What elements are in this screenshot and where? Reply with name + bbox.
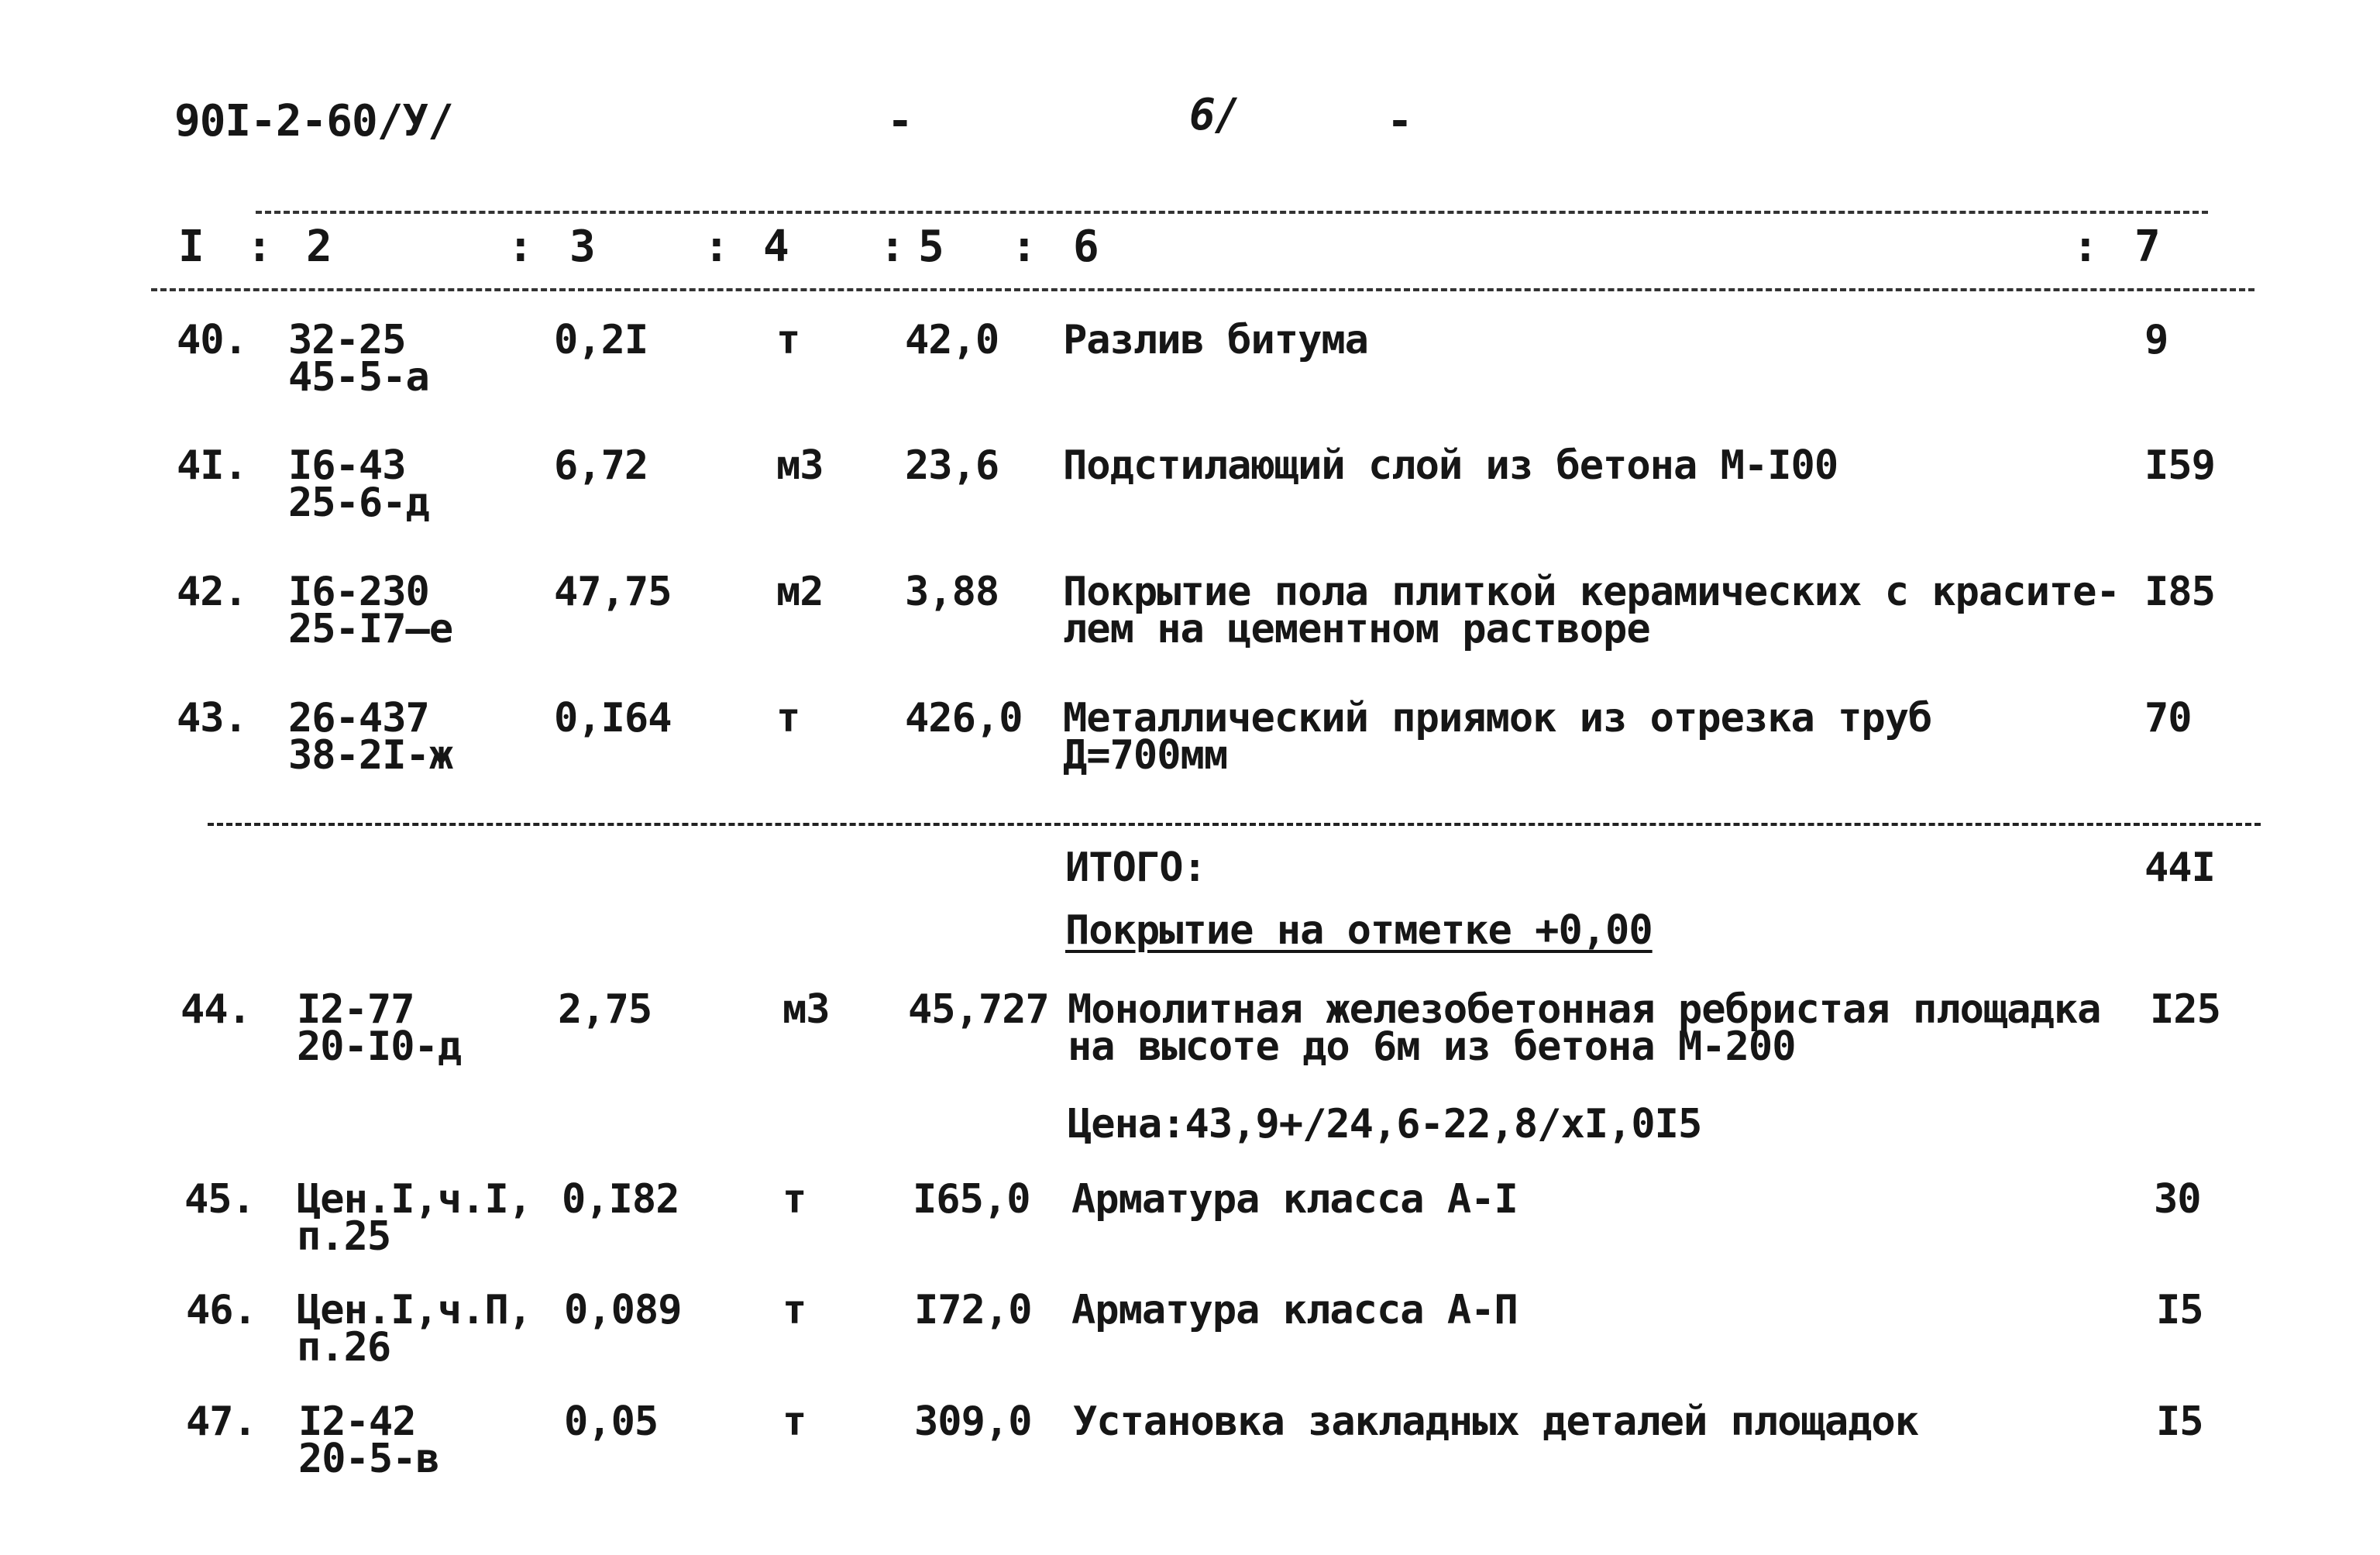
- norm-subcode: 20-I0-д: [297, 1023, 462, 1070]
- norm-subcode: п.26: [297, 1324, 391, 1371]
- norm-subcode: п.25: [297, 1213, 391, 1260]
- column-separator: :: [1011, 222, 1037, 272]
- column-header-3: 3: [569, 222, 595, 272]
- unit-price: 309,0: [914, 1398, 1032, 1445]
- section-title: Покрытие на отметке +0,00: [1065, 907, 1653, 954]
- total-cost: 30: [2154, 1176, 2201, 1223]
- unit-price: I65,0: [913, 1176, 1030, 1223]
- column-separator: :: [879, 222, 905, 272]
- price-calculation-note: Цена:43,9+/24,6-22,8/хI,0I5: [1068, 1101, 1702, 1147]
- unit-price: I72,0: [914, 1287, 1032, 1333]
- work-description: Подстилающий слой из бетона М-I00: [1063, 442, 1838, 489]
- unit-price: 45,727: [908, 986, 1049, 1033]
- unit-price: 3,88: [905, 569, 999, 615]
- unit: м3: [776, 442, 824, 489]
- quantity: 0,05: [564, 1398, 659, 1445]
- quantity: 0,I82: [562, 1176, 679, 1223]
- norm-code: Цен.I,ч.П,: [297, 1287, 532, 1333]
- total-cost: 70: [2144, 695, 2192, 741]
- work-description: Разлив битума: [1063, 317, 1368, 363]
- work-description: Арматура класса А-П: [1071, 1287, 1518, 1333]
- quantity: 0,089: [564, 1287, 682, 1333]
- quantity: 0,I64: [554, 695, 672, 741]
- unit-price: 23,6: [905, 442, 999, 489]
- quantity: 6,72: [554, 442, 648, 489]
- subtotal-rule: [208, 823, 2261, 826]
- work-description: Покрытие пола плиткой керамических с красите-: [1063, 569, 2120, 615]
- page-dash-left: -: [887, 96, 913, 146]
- norm-subcode: 25-6-д: [288, 480, 429, 526]
- unit-price: 426,0: [905, 695, 1023, 741]
- unit: т: [776, 317, 800, 363]
- total-cost: I59: [2144, 442, 2215, 489]
- unit: м2: [776, 569, 824, 615]
- norm-code: I2-77: [297, 986, 414, 1033]
- row-number: 42.: [177, 569, 247, 615]
- column-separator: :: [703, 222, 729, 272]
- column-separator: :: [507, 222, 533, 272]
- unit: т: [776, 695, 800, 741]
- column-header-1: I: [178, 222, 204, 272]
- norm-code: I6-43: [288, 442, 406, 489]
- work-description-cont: лем на цементном растворе: [1063, 606, 1650, 652]
- norm-code: I6-230: [288, 569, 429, 615]
- row-number: 46.: [186, 1287, 256, 1333]
- total-cost: 9: [2144, 317, 2168, 363]
- total-value: 44I: [2144, 845, 2215, 891]
- column-header-2: 2: [306, 222, 332, 272]
- norm-subcode: 20-5-в: [298, 1436, 439, 1482]
- row-number: 47.: [186, 1398, 256, 1445]
- page-dash-right: -: [1387, 96, 1412, 146]
- total-label: ИТОГО:: [1065, 845, 1206, 891]
- row-number: 43.: [177, 695, 247, 741]
- work-description: Монолитная железобетонная ребристая площадка: [1068, 986, 2101, 1033]
- norm-code: Цен.I,ч.I,: [297, 1176, 532, 1223]
- quantity: 47,75: [554, 569, 672, 615]
- row-number: 45.: [184, 1176, 255, 1223]
- table-top-rule: [256, 211, 2208, 214]
- total-cost: I5: [2156, 1398, 2203, 1445]
- norm-subcode: 45-5-а: [288, 354, 429, 401]
- unit: т: [782, 1176, 807, 1223]
- total-cost: I5: [2156, 1287, 2203, 1333]
- column-header-4: 4: [763, 222, 789, 272]
- document-code: 90I-2-60/У/: [174, 96, 453, 146]
- header-bottom-rule: [151, 288, 2254, 291]
- column-separator: :: [2072, 222, 2098, 272]
- total-cost: I25: [2150, 986, 2220, 1033]
- column-separator: :: [246, 222, 272, 272]
- unit-price: 42,0: [905, 317, 999, 363]
- unit: м3: [782, 986, 830, 1033]
- norm-subcode: 25-I7—е: [288, 606, 453, 652]
- unit: т: [782, 1398, 807, 1445]
- column-header-6: 6: [1073, 222, 1099, 272]
- column-header-5: 5: [918, 222, 944, 272]
- page-number: 6/: [1189, 90, 1240, 140]
- unit: т: [782, 1287, 807, 1333]
- work-description: Металлический приямок из отрезка труб: [1063, 695, 1932, 741]
- total-cost: I85: [2144, 569, 2215, 615]
- quantity: 0,2I: [554, 317, 648, 363]
- norm-code: 26-437: [288, 695, 429, 741]
- work-description: Арматура класса А-I: [1071, 1176, 1518, 1223]
- row-number: 44.: [181, 986, 251, 1033]
- column-header-7: 7: [2134, 222, 2160, 272]
- norm-code: 32-25: [288, 317, 406, 363]
- norm-code: I2-42: [298, 1398, 416, 1445]
- norm-subcode: 38-2I-ж: [288, 732, 453, 779]
- row-number: 40.: [177, 317, 247, 363]
- work-description: Установка закладных деталей площадок: [1073, 1398, 1919, 1445]
- row-number: 4I.: [177, 442, 247, 489]
- work-description-cont: Д=700мм: [1063, 732, 1228, 779]
- work-description-cont: на высоте до 6м из бетона М-200: [1068, 1023, 1796, 1070]
- quantity: 2,75: [558, 986, 652, 1033]
